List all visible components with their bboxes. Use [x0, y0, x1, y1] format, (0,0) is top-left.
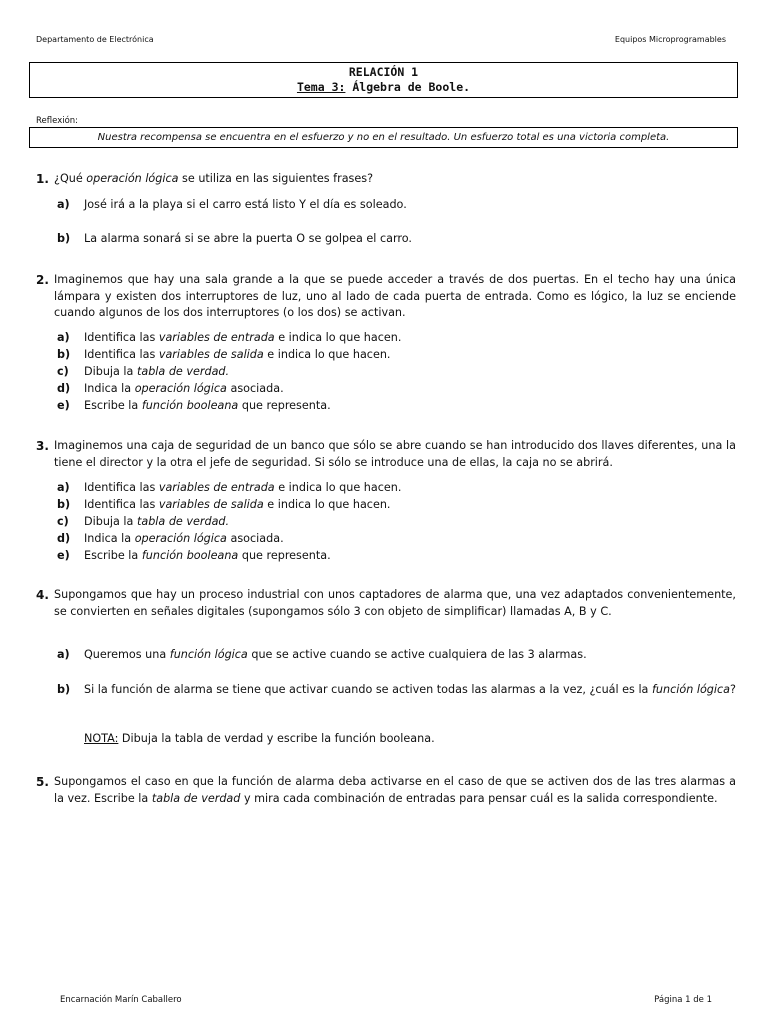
item-text: José irá a la playa si el carro está listo Y el día es soleado.: [84, 198, 407, 211]
item-label: b): [57, 683, 71, 696]
item-text-em: función lógica: [169, 648, 248, 661]
item-text-pre: Si la función de alarma se tiene que activar cuando se activen todas las alarmas a la vez, ¿cuál es la: [84, 683, 652, 696]
item-text-em: función booleana: [141, 549, 239, 562]
topic-label: Tema 3:: [296, 80, 346, 94]
q3-text: Imaginemos una caja de seguridad de un banco que sólo se abre cuando se han introducido dos llaves diferentes, una la tiene el director y la otra el jefe de seguridad. Si sólo se introduce una de ellas, la caja no se abrirá.: [54, 439, 736, 469]
item-text-post: asociada.: [226, 532, 284, 545]
item-text-post: que se active cuando se active cualquiera de las 3 alarmas.: [247, 648, 587, 661]
q3-item-a: [57, 480, 737, 497]
item-label: a): [57, 331, 70, 344]
item-text-em: variables de entrada: [158, 481, 275, 494]
q4-item-b: [57, 682, 737, 699]
q3-item-c: [57, 514, 737, 531]
item-text-em: variables de salida: [158, 498, 264, 511]
item-label: a): [57, 481, 70, 494]
item-text-em: variables de entrada: [158, 331, 275, 344]
item-text-em: tabla de verdad.: [136, 515, 230, 528]
item-text-post: e indica lo que hacen.: [274, 481, 402, 494]
item-text-em: variables de salida: [158, 348, 264, 361]
item-text-em: tabla de verdad.: [136, 365, 230, 378]
item-label: c): [57, 515, 69, 528]
q4-item-a: [57, 647, 737, 664]
item-text-pre: Indica la: [84, 532, 135, 545]
q1-text-pre: ¿Qué: [54, 172, 87, 185]
q5-text-post: y mira cada combinación de entradas para pensar cuál es la salida correspondiente.: [240, 791, 718, 805]
reflection-text: Nuestra recompensa se encuentra en el esfuerzo y no en el resultado. Un esfuerzo total es una victoria completa.: [97, 132, 670, 143]
q1-item-a: [57, 197, 737, 214]
header-course: Equipos Microprogramables: [614, 35, 726, 44]
q3-item-b: [57, 497, 737, 514]
q1-text-post: se utiliza en las siguientes frases?: [178, 172, 374, 185]
question-2: [36, 272, 736, 322]
question-4: [36, 587, 736, 620]
item-label: b): [57, 348, 71, 361]
footer-author: Encarnación Marín Caballero: [60, 995, 182, 1005]
title-box: [29, 62, 738, 98]
q4-note: [84, 732, 435, 745]
item-text-pre: Dibuja la: [84, 365, 137, 378]
item-label: b): [57, 232, 71, 245]
item-text-post: e indica lo que hacen.: [263, 498, 391, 511]
item-text-pre: Identifica las: [84, 331, 159, 344]
question-1: [36, 171, 736, 188]
item-text-pre: Identifica las: [84, 481, 159, 494]
question-number: 3.: [36, 439, 49, 453]
item-text-post: e indica lo que hacen.: [263, 348, 391, 361]
item-text-post: que representa.: [238, 399, 331, 412]
item-label: b): [57, 498, 71, 511]
item-text-post: ?: [730, 683, 736, 696]
note-label: NOTA:: [84, 732, 119, 745]
item-text-pre: Escribe la: [84, 399, 142, 412]
question-5: [36, 774, 736, 807]
q2-item-d: [57, 381, 737, 398]
item-label: a): [57, 198, 70, 211]
q2-item-c: [57, 364, 737, 381]
q5-text-pre: Supongamos el caso en que la función de alarma deba activarse en el caso de que se activen dos de las tres alarmas a la vez. Escribe la: [54, 775, 736, 805]
q3-item-d: [57, 531, 737, 548]
question-number: 5.: [36, 775, 49, 789]
q2-item-e: [57, 398, 737, 415]
item-label: d): [57, 382, 71, 395]
item-label: a): [57, 648, 70, 661]
item-text-em: operación lógica: [134, 382, 227, 395]
note-text: Dibuja la tabla de verdad y escribe la función booleana.: [118, 732, 435, 745]
question-number: 4.: [36, 588, 49, 602]
q1-item-b: [57, 231, 737, 248]
item-text-post: asociada.: [226, 382, 284, 395]
item-text-em: operación lógica: [134, 532, 227, 545]
item-text-pre: Identifica las: [84, 498, 159, 511]
header-department: Departamento de Electrónica: [36, 35, 154, 44]
item-label: e): [57, 549, 70, 562]
item-label: d): [57, 532, 71, 545]
q1-text-em: operación lógica: [86, 172, 179, 185]
item-text-pre: Dibuja la: [84, 515, 137, 528]
q3-item-e: [57, 548, 737, 565]
item-text-pre: Queremos una: [84, 648, 170, 661]
item-text-post: e indica lo que hacen.: [274, 331, 402, 344]
item-text-pre: Indica la: [84, 382, 135, 395]
item-text-pre: Identifica las: [84, 348, 159, 361]
topic-text: Álgebra de Boole.: [345, 80, 471, 94]
question-number: 1.: [36, 172, 49, 186]
item-label: e): [57, 399, 70, 412]
q5-text-em: tabla de verdad: [151, 791, 241, 805]
q4-text: Supongamos que hay un proceso industrial con unos captadores de alarma que, una vez adaptados convenientemente, se convierten en señales digitales (supongamos sólo 3 con objeto de simplificar) llamadas A, B y C.: [54, 588, 736, 618]
item-text: La alarma sonará si se abre la puerta O se golpea el carro.: [84, 232, 412, 245]
reflection-box: [29, 127, 738, 148]
relation-title: RELACIÓN 1: [348, 65, 419, 79]
topic-title: [30, 80, 737, 95]
reflection-label: Reflexión:: [36, 116, 79, 126]
item-text-pre: Escribe la: [84, 549, 142, 562]
q2-text: Imaginemos que hay una sala grande a la que se puede acceder a través de dos puertas. En el techo hay una única lámpara y existen dos interruptores de luz, uno al lado de cada puerta de entrada. Como es lógico, la luz se enciende cuando algunos de los dos interruptores (o los dos) se activan.: [54, 273, 736, 319]
question-3: [36, 438, 736, 471]
q2-item-b: [57, 347, 737, 364]
item-label: c): [57, 365, 69, 378]
question-number: 2.: [36, 273, 49, 287]
footer-page-number: Página 1 de 1: [654, 995, 712, 1005]
q2-item-a: [57, 330, 737, 347]
item-text-post: que representa.: [238, 549, 331, 562]
item-text-em: función booleana: [141, 399, 239, 412]
item-text-em: función lógica: [651, 683, 731, 696]
